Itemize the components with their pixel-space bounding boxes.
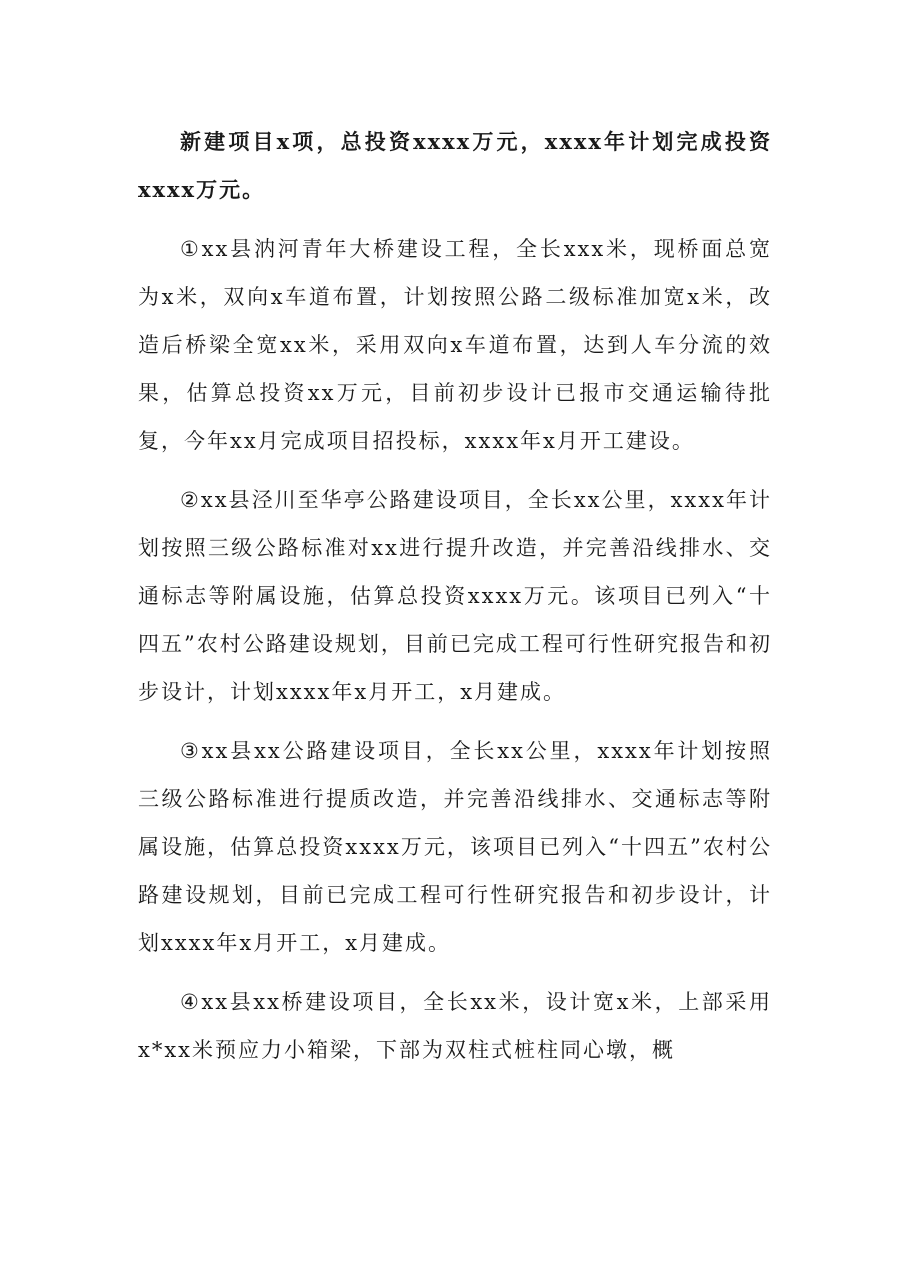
document-body — [138, 118, 772, 1085]
summary-paragraph: 新建项目x项，总投资xxxx万元，xxxx年计划完成投资xxxx万元。 — [138, 129, 772, 202]
project-item-1: ①xx县汭河青年大桥建设工程，全长xxx米，现桥面总宽为x米，双向x车道布置，计划按照公路二级标准加宽x米，改造后桥梁全宽xx米，采用双向x车道布置，达到人车分流的效果，估算总投资xx万元，目前初步设计已报市交通运输待批复，今年xx月完成项目招投标，xxxx年x月开工建设。 — [138, 237, 772, 453]
project-item-2: ②xx县泾川至华亭公路建设项目，全长xx公里，xxxx年计划按照三级公路标准对xx进行提升改造，并完善沿线排水、交通标志等附属设施，估算总投资xxxx万元。该项目已列入“十四五”农村公路建设规划，目前已完成工程可行性研究报告和初步设计，计划xxxx年x月开工，x月建成。 — [138, 488, 772, 704]
project-item-3: ③xx县xx公路建设项目，全长xx公里，xxxx年计划按照三级公路标准进行提质改造，并完善沿线排水、交通标志等附属设施，估算总投资xxxx万元，该项目已列入“十四五”农村公路建设规划，目前已完成工程可行性研究报告和初步设计，计划xxxx年x月开工，x月建成。 — [138, 739, 772, 955]
project-item-4: ④xx县xx桥建设项目，全长xx米，设计宽x米，上部采用x*xx米预应力小箱梁，下部为双柱式桩柱同心墩，概 — [138, 990, 772, 1062]
